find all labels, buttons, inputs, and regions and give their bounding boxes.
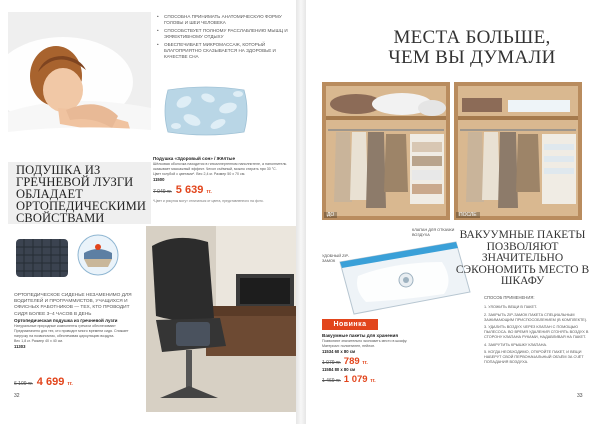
valve-callout: КЛАПАН ДЛЯ ОТКАЧКИ ВОЗДУХА — [412, 228, 455, 237]
old-price: 1 079 тг. — [322, 360, 341, 366]
pillow-color-size: Цвет голубой с цветами*. Вес 2,4 кг. Размер 50 х 70 см. — [153, 172, 246, 176]
new-badge: Новинка — [322, 319, 378, 330]
vac-price-2 — [322, 374, 422, 385]
vacuum-bags-description — [322, 333, 422, 385]
seat-name: Ортопедическая подушка из гречневой лузги — [14, 318, 118, 323]
old-price: 1 469 тг. — [322, 378, 341, 384]
seat-weight-size: Вес 1,8 кг. Размер 40 х 40 см. — [14, 339, 64, 343]
pillow-name: Подушка «Здоровый сон» / Жёлтые — [153, 156, 236, 161]
benefit-item: • СПОСОБНА ПРИНИМАТЬ АНАТОМИЧЕСКУЮ ФОРМУ ГОЛОВЫ И ШЕИ ЧЕЛОВЕКА — [157, 14, 289, 26]
benefits-list — [157, 14, 289, 62]
right-page-title: МЕСТА БОЛЬШЕ, ЧЕМ ВЫ ДУМАЛИ — [388, 27, 556, 68]
pillow-price — [153, 184, 293, 196]
new-price: 789 тг. — [343, 356, 368, 367]
page-number: 33 — [577, 393, 583, 399]
zip-callout: УДОБНЫЙ ZIP-ЗАМОК — [322, 254, 350, 263]
left-page — [0, 0, 296, 424]
vacuum-bags-title: ВАКУУМНЫЕ ПАКЕТЫ ПОЗВОЛЯЮТ ЗНАЧИТЕЛЬНО СЭКОНОМИТЬ МЕСТО В ШКАФУ — [455, 229, 590, 287]
benefit-item: • ОБЕСПЕЧИВАЕТ МИКРОМАССАЖ, КОТОРЫЙ БЛАГОПРИЯТНО СКАЗЫВАЕТСЯ НА ЗДОРОВЬЕ И КАЧЕСТВЕ СНА — [157, 42, 289, 60]
vac-name: Вакуумные пакеты для хранения — [322, 333, 399, 338]
benefit-item: • СПОСОБСТВУЕТ ПОЛНОМУ РАССЛАБЛЕНИЮ МЫШЦ И ЭФФЕКТИВНОМУ ОТДЫХУ — [157, 28, 289, 40]
usage-step: 4. ЗАКРУТИТЬ КРЫШКУ КЛАПАНА. — [484, 342, 548, 347]
old-price: 6 109 тг. — [14, 381, 33, 387]
after-label: ПОСЛЕ — [456, 212, 480, 218]
hero-title: ПОДУШКА ИЗ ГРЕЧНЕВОЙ ЛУЗГИ ОБЛАДАЕТ ОРТОПЕДИЧЕСКИМИ СВОЙСТВАМИ — [16, 163, 146, 224]
vacuum-bag-image — [324, 236, 476, 316]
before-label: ДО — [324, 212, 337, 218]
new-price: 4 699 тг. — [36, 376, 73, 388]
page-number: 32 — [14, 393, 20, 399]
usage-steps — [484, 305, 590, 368]
vac-size-1: 11534 60 х 80 см — [322, 349, 356, 354]
wardrobe-after-photo — [454, 82, 582, 220]
pillow-image — [162, 82, 250, 140]
sleeping-woman-photo — [8, 12, 151, 224]
vac-size-2: 11584 80 х 80 см — [322, 367, 356, 372]
vac-price-1 — [322, 356, 422, 367]
usage-step: 3. УДАЛИТЬ ВОЗДУХ ЧЕРЕЗ КЛАПАН С ПОМОЩЬЮ ПЫЛЕСОСА. ВО ВРЕМЯ УДАЛЕНИЯ СГОНЯТЬ ВОЗДУХ В СТОРОНУ КЛАПАНА РУКАМИ, НАДАВЛИВАЯ НА ПАКЕТ. — [484, 325, 589, 339]
vac-text: Позволяют значительно экономить место в шкафу. Материал: полиэтилен, нейлон. — [322, 339, 408, 348]
usage-heading: СПОСОБ ПРИМЕНЕНИЯ: — [484, 295, 535, 300]
seat-cushion-image — [14, 235, 70, 281]
cross-section-badge — [76, 233, 120, 277]
new-price: 5 639 тг. — [175, 184, 212, 196]
seat-headline: ОРТОПЕДИЧЕСКОЕ СИДЕНЬЕ НЕЗАМЕНИМО ДЛЯ ВОДИТЕЛЕЙ И ПРОГРАММИСТОВ, УЧАЩИХСЯ И ОФИСНЫХ РАБОТНИКОВ — ТЕХ, КТО ПРОВОДИТ СИДЯ БОЛЕЕ 3–4 ЧАСОВ В ДЕНЬ — [14, 293, 132, 317]
old-price: 7 049 тг. — [153, 189, 172, 195]
pillow-description — [153, 156, 293, 196]
seat-price — [14, 376, 73, 388]
seat-text: Предназначено для тех, кто проводит много времени сидя. Снижает нагрузку на позвоночник, обеспечивая циркуляцию воздуха. — [14, 329, 129, 338]
pillow-text: Шёлковая оболочка находится в гипоаллергенном наполнителе, а наполнитель оказывает массажный эффект. Чехол съёмный, можно стирать при 30 °С. — [153, 162, 287, 171]
usage-step: 5. КОГДА НЕОБХОДИМО, ОТКРОЙТЕ ПАКЕТ, И ВЕЩИ НАБЕРУТ СВОЙ ПЕРВОНАЧАЛЬНЫЙ ОБЪЁМ ЗА СЧЁТ ПОПАДАНИЯ ВОЗДУХА. — [484, 350, 584, 364]
seat-description — [14, 318, 142, 350]
wardrobe-before-photo — [322, 82, 450, 220]
pillow-code: 11500 — [153, 177, 165, 182]
seat-code: 11303 — [14, 344, 26, 349]
page-gutter — [296, 0, 306, 424]
usage-step: 2. ЗАКРЫТЬ ZIP-ЗАМОК ПАКЕТА СПЕЦИАЛЬНЫМ ЗАЖИМАЮЩИМ ПРИСПОСОБЛЕНИЕМ (В КОМПЛЕКТЕ). — [484, 312, 588, 322]
usage-step: 1. УЛОЖИТЬ ВЕЩИ В ПАКЕТ. — [484, 305, 537, 309]
new-price: 1 079 тг. — [343, 374, 376, 385]
office-chair-photo — [146, 226, 296, 412]
pillow-footnote: *Цвет и рисунок могут отличаться от цвета, представленного на фото. — [153, 199, 264, 203]
seat-subtitle: Натуральные природные компоненты гречихи обеспечивают — [14, 324, 116, 328]
